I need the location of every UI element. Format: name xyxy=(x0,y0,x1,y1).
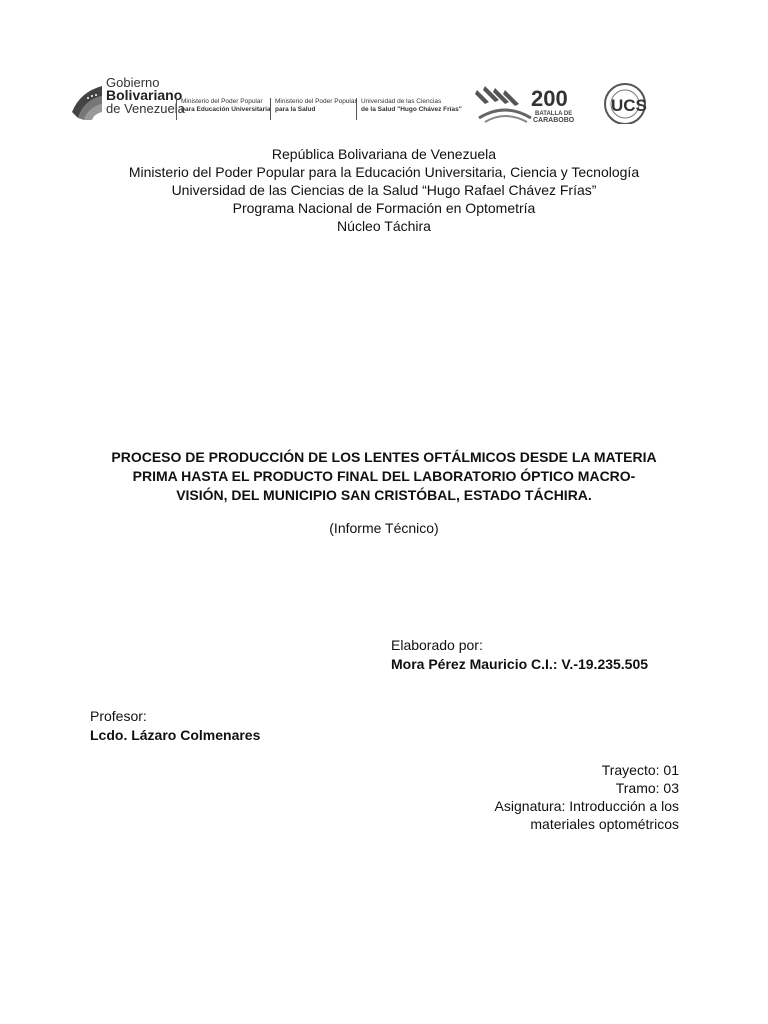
author-label: Elaborado por: xyxy=(391,637,483,653)
professor-label: Profesor: xyxy=(90,708,147,724)
header-line-nucleus: Núcleo Táchira xyxy=(337,218,431,234)
university-label: Universidad de las Ciencias de la Salud "Hugo Chávez Frías" xyxy=(356,98,462,120)
course-details xyxy=(495,761,679,833)
document-header xyxy=(0,145,768,235)
tramo: Tramo: 03 xyxy=(615,780,679,796)
bicentenario-line2: CARABOBO xyxy=(533,117,575,124)
bicentenario-line1: BATALLA DE xyxy=(535,111,573,117)
ministry-education-label: Ministerio del Poder Popular para Educación Universitaria xyxy=(176,98,271,120)
bicentenario-carabobo-logo xyxy=(475,80,660,124)
ucs-logo-text: UCS xyxy=(611,96,647,115)
author-block xyxy=(391,636,648,674)
professor-block xyxy=(90,707,260,745)
trayecto: Trayecto: 01 xyxy=(601,762,679,778)
header-line-program: Programa Nacional de Formación en Optometría xyxy=(232,200,536,216)
asignatura-line1: Asignatura: Introducción a los xyxy=(494,798,679,814)
header-line-university: Universidad de las Ciencias de la Salud “Hugo Rafael Chávez Frías” xyxy=(171,182,597,198)
asignatura-line2: materiales optométricos xyxy=(530,816,679,832)
author-name: Mora Pérez Mauricio C.I.: V.-19.235.505 xyxy=(391,656,649,672)
gobierno-logo-text: Gobierno Bolivariano de Venezuela xyxy=(106,75,185,116)
institutional-banner xyxy=(70,72,670,126)
ministry-health-label: Ministerio del Poder Popular para la Salud xyxy=(270,98,357,120)
header-line-ministry: Ministerio del Poder Popular para la Educación Universitaria, Ciencia y Tecnología xyxy=(128,164,640,180)
venezuela-flag-logo xyxy=(70,82,104,120)
header-line-republic: República Bolivariana de Venezuela xyxy=(271,146,497,162)
bicentenario-number: 200 xyxy=(531,86,568,111)
document-subtitle: (Informe Técnico) xyxy=(329,520,439,536)
professor-name: Lcdo. Lázaro Colmenares xyxy=(90,727,261,743)
document-title: PROCESO DE PRODUCCIÓN DE LOS LENTES OFTÁLMICOS DESDE LA MATERIA PRIMA HASTA EL PRODUCTO FINAL DEL LABORATORIO ÓPTICO MACRO- VISIÓN, DEL MUNICIPIO SAN CRISTÓBAL, ESTADO TÁCHIRA. xyxy=(111,449,657,503)
